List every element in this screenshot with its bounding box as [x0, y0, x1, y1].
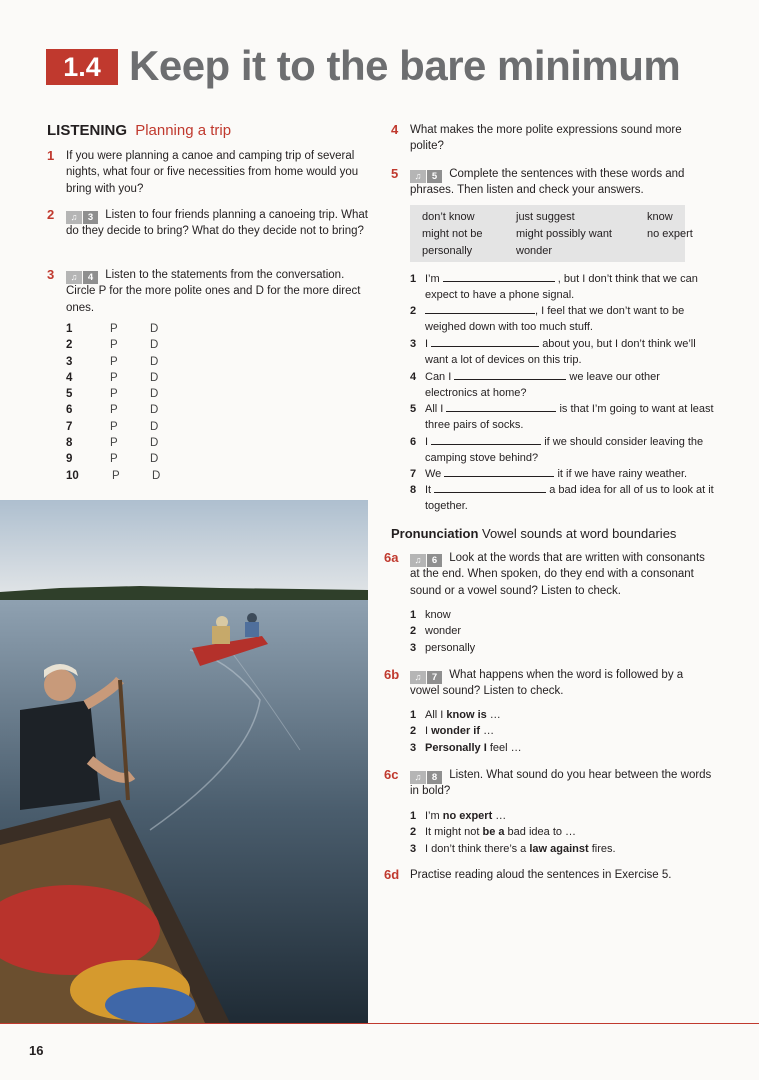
section-heading — [47, 122, 231, 139]
track-number: 6 — [427, 554, 442, 567]
list-item: 1 I’m no expert … — [410, 810, 507, 822]
option-p[interactable]: P — [110, 323, 118, 335]
table-row: 6 P D — [66, 404, 159, 417]
option-d[interactable]: D — [150, 339, 159, 352]
option-p[interactable]: P — [110, 437, 118, 450]
list-item: 2 It might not be a bad idea to … — [410, 826, 577, 839]
answer-blank[interactable] — [425, 304, 535, 314]
answer-blank[interactable] — [454, 370, 566, 380]
exercise-text: Practise reading aloud the sentences in Exercise 5. — [410, 869, 672, 881]
list-item: 1 know — [410, 609, 451, 621]
exercise-number: 2 — [47, 207, 55, 222]
headphones-icon: ♫ — [410, 170, 426, 183]
word-box-item: wonder — [516, 245, 553, 257]
word-box-item: know — [647, 211, 673, 223]
list-item: 2 I wonder if … — [410, 725, 495, 738]
audio-track-icon[interactable] — [410, 669, 442, 682]
word-box-item: no expert — [647, 228, 693, 240]
unit-number-badge: 1.4 — [46, 49, 118, 85]
section-subtitle: Planning a trip — [135, 122, 232, 139]
exercise-number: 4 — [391, 122, 399, 137]
track-number: 7 — [427, 671, 442, 684]
option-p[interactable]: P — [110, 388, 118, 401]
exercise-6a — [384, 550, 715, 599]
sentence-item: 7 We it if we have rainy weather. — [410, 468, 688, 480]
option-d[interactable]: D — [150, 388, 159, 401]
word-box-item: personally — [422, 245, 473, 257]
option-p[interactable]: P — [110, 404, 118, 417]
word-box — [410, 205, 693, 262]
exercise-4 — [391, 122, 710, 155]
audio-track-icon[interactable] — [410, 769, 442, 782]
phrase-list-6b — [410, 707, 522, 756]
word-box-item: might not be — [422, 228, 483, 240]
list-item: 3 Personally I feel … — [410, 741, 522, 754]
page-number: 16 — [29, 1043, 44, 1058]
sentence-item: 1 I’m , but I don’t think that we can expect to have a phone signal. — [410, 273, 698, 302]
exercise-text: Listen to the statements from the conversation. Circle P for the more polite ones and D for the more direct ones. — [66, 269, 361, 314]
option-d[interactable]: D — [150, 355, 159, 368]
pronunciation-heading — [391, 526, 676, 541]
exercise-number: 6d — [384, 867, 400, 882]
word-box-item: don’t know — [422, 211, 475, 223]
option-p[interactable]: P — [110, 420, 118, 433]
exercise-3 — [47, 267, 371, 316]
table-row: 10 P D — [66, 469, 161, 482]
option-d[interactable]: D — [152, 469, 161, 482]
sentence-item: 4 Can I we leave our other electronics at home? — [410, 371, 660, 400]
option-p[interactable]: P — [110, 355, 118, 368]
audio-track-icon[interactable] — [410, 168, 442, 181]
word-box-item: might possibly want — [516, 228, 612, 240]
headphones-icon: ♫ — [410, 771, 426, 784]
exercise-6c — [384, 767, 715, 800]
sentence-item: 8 It a bad idea for all of us to look at it together. — [410, 484, 714, 513]
exercise-6b — [384, 667, 715, 700]
exercise-number: 6c — [384, 767, 399, 782]
sentence-item: 5 All I is that I’m going to want at least three pairs of socks. — [410, 403, 714, 432]
exercise-text: Listen. What sound do you hear between the words in bold? — [410, 769, 712, 798]
table-row: 1 P D — [66, 323, 159, 335]
answer-blank[interactable] — [434, 483, 546, 493]
exercise-6d — [384, 867, 715, 883]
answer-blank[interactable] — [431, 337, 539, 347]
track-number: 4 — [83, 271, 98, 284]
list-item: 3 I don’t think there’s a law against fires. — [410, 842, 616, 855]
answer-blank[interactable] — [446, 402, 556, 412]
exercise-1 — [47, 148, 371, 197]
pronunciation-label: Pronunciation — [391, 526, 479, 541]
section-label: LISTENING — [47, 122, 128, 139]
polite-direct-table — [66, 323, 176, 486]
canoe-illustration — [0, 500, 368, 1023]
option-p[interactable]: P — [110, 339, 118, 352]
sentence-item: 3 I about you, but I don’t think we’ll want a lot of devices on this trip. — [410, 338, 696, 367]
table-row: 5 P D — [66, 388, 159, 401]
phrase-list-6c — [410, 808, 616, 857]
track-number: 3 — [83, 211, 98, 224]
option-d[interactable]: D — [150, 404, 159, 417]
option-p[interactable]: P — [110, 371, 118, 384]
table-row: 8 P D — [66, 437, 159, 450]
answer-blank[interactable] — [443, 272, 555, 282]
word-list-6a — [410, 607, 475, 656]
track-number: 5 — [427, 170, 442, 183]
option-d[interactable]: D — [150, 437, 159, 450]
table-row: 7 P D — [66, 420, 159, 433]
option-d[interactable]: D — [150, 420, 159, 433]
answer-blank[interactable] — [431, 435, 541, 445]
exercise-text: Look at the words that are written with consonants at the end. When spoken, do they end with a consonant sound or a vowel sound? Listen to check. — [410, 552, 705, 597]
exercise-text: Listen to four friends planning a canoeing trip. What do they decide to bring? What do they decide not to bring? — [66, 209, 368, 238]
exercise-number: 3 — [47, 267, 55, 282]
exercise-text: Complete the sentences with these words and phrases. Then listen and check your answers. — [410, 168, 685, 197]
list-item: 2 wonder — [410, 625, 462, 638]
word-box-item: just suggest — [516, 211, 575, 223]
pronunciation-subtitle: Vowel sounds at word boundaries — [482, 526, 677, 541]
option-p[interactable]: P — [112, 469, 120, 482]
exercise-2 — [47, 207, 371, 240]
headphones-icon: ♫ — [66, 271, 82, 284]
footer-divider — [0, 1023, 368, 1024]
sentence-item: 2 , I feel that we don’t want to be weighed down with too much stuff. — [410, 305, 685, 334]
track-number: 8 — [427, 771, 442, 784]
exercise-number: 1 — [47, 148, 55, 163]
answer-blank[interactable] — [444, 467, 554, 477]
option-d[interactable]: D — [150, 453, 159, 466]
exercise-number: 6a — [384, 550, 399, 565]
table-row: 4 P D — [66, 371, 159, 384]
audio-track-icon[interactable] — [410, 552, 442, 565]
headphones-icon: ♫ — [66, 211, 82, 224]
exercise-text: What happens when the word is followed by a vowel sound? Listen to check. — [410, 669, 684, 698]
table-row: 2 P D — [66, 339, 159, 352]
unit-title: Keep it to the bare minimum — [129, 42, 681, 89]
headphones-icon: ♫ — [410, 554, 426, 567]
exercise-text: What makes the more polite expressions sound more polite? — [410, 124, 682, 153]
option-d[interactable]: D — [150, 371, 159, 384]
exercise-number: 5 — [391, 166, 399, 181]
list-item: 3 personally — [410, 641, 476, 654]
exercise-text: If you were planning a canoe and camping trip of several nights, what four or five necessities from home would you bring with you? — [66, 150, 359, 195]
footer-divider — [368, 1023, 759, 1024]
audio-track-icon[interactable] — [66, 269, 98, 282]
option-d[interactable]: D — [150, 323, 159, 335]
option-p[interactable]: P — [110, 453, 118, 466]
exercise-number: 6b — [384, 667, 400, 682]
table-row: 3 P D — [66, 355, 159, 368]
list-item: 1 All I know is … — [410, 709, 501, 721]
sentence-item: 6 I if we should consider leaving the camping stove behind? — [410, 436, 704, 465]
audio-track-icon[interactable] — [66, 209, 98, 222]
exercise-5 — [391, 166, 710, 199]
canoe-photo — [0, 500, 368, 1023]
table-row: 9 P D — [66, 453, 159, 466]
headphones-icon: ♫ — [410, 671, 426, 684]
